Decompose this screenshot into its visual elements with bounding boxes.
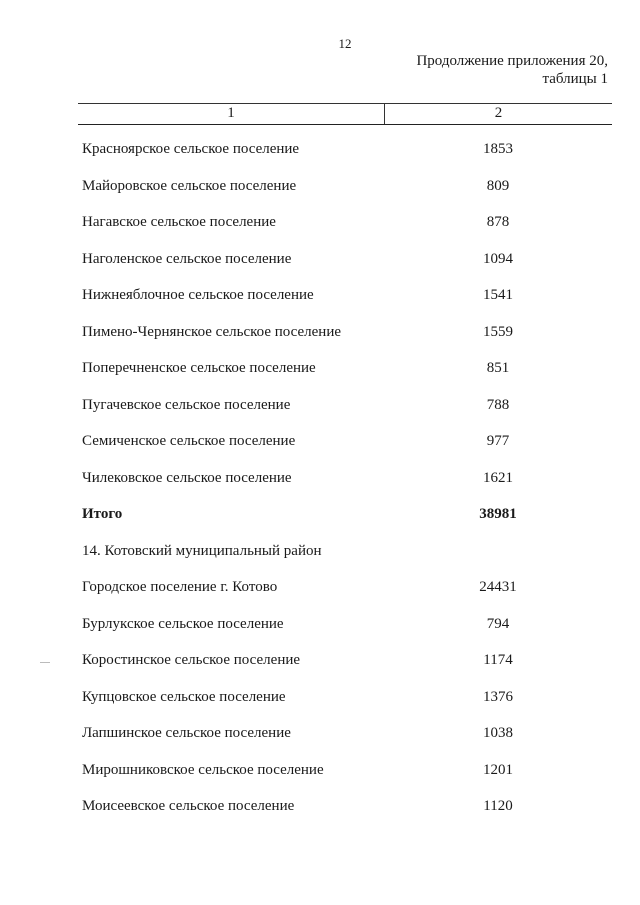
table-row xyxy=(82,650,612,687)
row-name: Чилековское сельское поселение xyxy=(82,469,292,486)
table-row xyxy=(82,614,612,651)
continuation-line-1: Продолжение приложения 20, xyxy=(416,53,608,69)
row-value: 809 xyxy=(486,177,510,194)
row-name: Семиченское сельское поселение xyxy=(82,433,296,449)
row-value: 1038 xyxy=(483,725,513,741)
row-value: 1853 xyxy=(483,141,513,157)
table-row xyxy=(82,358,612,395)
row-value: 1541 xyxy=(483,287,513,303)
table-row xyxy=(82,249,612,286)
row-value: 1376 xyxy=(483,688,513,705)
table-row xyxy=(82,176,612,213)
table-body xyxy=(82,139,612,833)
row-value: 788 xyxy=(486,396,510,413)
total-row xyxy=(82,504,612,541)
row-value: 794 xyxy=(486,615,510,632)
table-row xyxy=(82,395,612,432)
row-value: 851 xyxy=(486,360,510,376)
row-name: Мирошниковское сельское поселение xyxy=(82,761,324,778)
table-row xyxy=(82,723,612,760)
row-name: Красноярское сельское поселение xyxy=(82,141,300,157)
row-value: 1559 xyxy=(483,323,513,340)
row-name: Поперечненское сельское поселение xyxy=(82,360,316,376)
table-row xyxy=(82,796,612,833)
table-row xyxy=(82,468,612,505)
table-row xyxy=(82,285,612,322)
column-header-2: 2 xyxy=(494,105,503,121)
row-name: Наголенское сельское поселение xyxy=(82,250,292,267)
section-heading: 14. Котовский муниципальный район xyxy=(82,542,322,559)
table-row xyxy=(82,687,612,724)
page-number: 12 xyxy=(338,36,352,51)
row-name: Купцовское сельское поселение xyxy=(82,688,286,705)
total-value: 38981 xyxy=(479,506,517,522)
row-name: Нижнеяблочное сельское поселение xyxy=(82,287,314,303)
row-name: Моисеевское сельское поселение xyxy=(82,798,295,814)
row-name: Нагавское сельское поселение xyxy=(82,214,276,230)
column-header-1: 1 xyxy=(227,105,235,121)
row-value: 1094 xyxy=(483,250,513,267)
continuation-line-2: таблицы 1 xyxy=(542,71,608,87)
row-name: Коростинское сельское поселение xyxy=(82,652,301,668)
row-name: Городское поселение г. Котово xyxy=(82,579,278,595)
row-name: Пимено-Чернянское сельское поселение xyxy=(82,323,342,340)
table-row xyxy=(82,760,612,797)
table-row xyxy=(82,322,612,359)
row-value: 24431 xyxy=(479,579,517,595)
row-name: Пугачевское сельское поселение xyxy=(82,396,291,413)
row-value: 977 xyxy=(486,433,510,449)
row-value: 1120 xyxy=(483,798,513,814)
section-heading-row xyxy=(82,541,612,578)
table-row xyxy=(82,431,612,468)
row-value: 1174 xyxy=(483,652,513,668)
table-row xyxy=(82,212,612,249)
table-header xyxy=(78,103,612,125)
scan-margin-mark xyxy=(40,662,50,663)
row-value: 1621 xyxy=(483,469,513,486)
row-value: 878 xyxy=(486,214,510,230)
row-name: Майоровское сельское поселение xyxy=(82,177,297,194)
total-label: Итого xyxy=(82,506,123,522)
continuation-note xyxy=(416,52,608,88)
row-name: Бурлукское сельское поселение xyxy=(82,615,284,632)
row-name: Лапшинское сельское поселение xyxy=(82,725,291,741)
table-row xyxy=(82,577,612,614)
row-value: 1201 xyxy=(483,761,513,778)
table-row xyxy=(82,139,612,176)
